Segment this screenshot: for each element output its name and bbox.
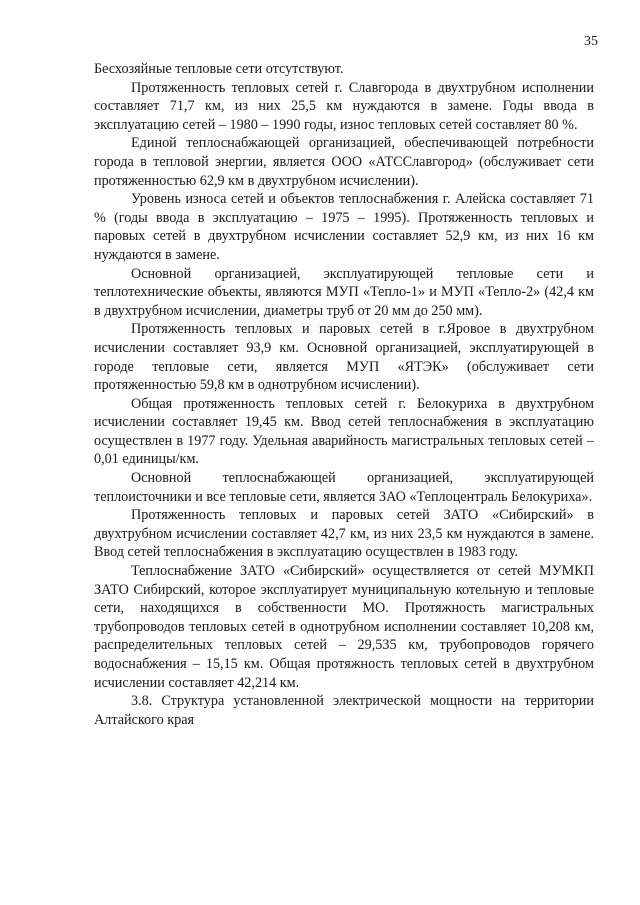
- section-heading-3-8: 3.8. Структура установленной электрической мощности на территории Алтайского края: [94, 693, 594, 728]
- paragraph-ownerless-networks: Бесхозяйные тепловые сети отсутствуют.: [94, 61, 344, 77]
- paragraph-belokurikha-organization: Основной теплоснабжающей организацией, эксплуатирующей теплоисточники и все тепловые сети, является ЗАО «Теплоцентраль Белокуриха».: [94, 470, 594, 505]
- paragraph-slavgorod-organization: Единой теплоснабжающей организацией, обеспечивающей потребности города в тепловой энергии, является ООО «АТССлавгород» (обслуживает сети протяженностью 62,9 км в двухтрубном исчислении).: [94, 135, 594, 189]
- page-number: 35: [584, 34, 598, 49]
- paragraph-sibirsky-length: Протяженность тепловых и паровых сетей ЗАТО «Сибирский» в двухтрубном исчислении составляет 42,7 км, из них 23,5 км нуждаются в замене. Ввод сетей теплоснабжения в эксплуатацию осуществлен в 1983 году.: [94, 507, 594, 561]
- body-text: [94, 60, 594, 729]
- paragraph-slavgorod-length: Протяженность тепловых сетей г. Славгорода в двухтрубном исполнении составляет 71,7 км, из них 25,5 км нуждаются в замене. Годы ввода в эксплуатацию сетей – 1980 – 1990 годы, износ тепловых сетей составляет 80 %.: [94, 79, 594, 133]
- paragraph-aleysk-wear: Уровень износа сетей и объектов теплоснабжения г. Алейска составляет 71 % (годы ввода в эксплуатацию – 1975 – 1995). Протяженность тепловых и паровых сетей в двухтрубном исчислении составляет 52,9 км, из них 16 км нуждаются в замене.: [94, 191, 594, 263]
- paragraph-yarovoe: Протяженность тепловых и паровых сетей в г.Яровое в двухтрубном исчислении составляет 93,9 км. Основной организацией, эксплуатирующей в городе тепловые сети, является МУП «ЯТЭК» (обслуживает сети протяженностью 59,8 км в однотрубном исчислении).: [94, 321, 594, 394]
- paragraph-aleysk-organization: Основной организацией, эксплуатирующей тепловые сети и теплотехнические объекты, являются МУП «Тепло-1» и МУП «Тепло-2» (42,4 км в двухтрубном исчислении, диаметры труб от 20 мм до 250 мм).: [94, 265, 594, 319]
- paragraph-belokurikha-length: Общая протяженность тепловых сетей г. Белокуриха в двухтрубном исчислении составляет 19,45 км. Ввод сетей теплоснабжения в эксплуатацию осуществлен в 1977 году. Удельная аварийность магистральных тепловых сетей – 0,01 единицы/км.: [94, 395, 594, 468]
- paragraph-sibirsky-supply: Теплоснабжение ЗАТО «Сибирский» осуществляется от сетей МУМКП ЗАТО Сибирский, которое эксплуатирует муниципальную котельную и тепловые сети, находящихся в собственности МО. Протяжность магистральных трубопроводов тепловых сетей в однотрубном исполнении составляет 10,208 км, распределительных тепловых сетей – 29,535 км, трубопроводов горячего водоснабжения – 15,15 км. Общая протяжность тепловых сетей в двухтрубном исчислении составляет 42,214 км.: [94, 563, 594, 691]
